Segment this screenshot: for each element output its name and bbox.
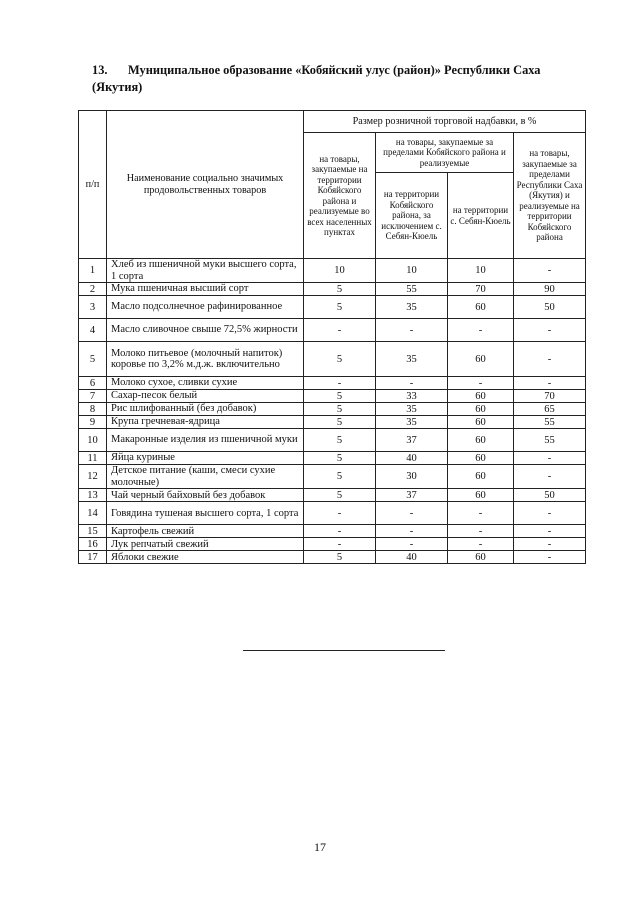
cell-district-except-village: 40 bbox=[376, 551, 448, 564]
cell-district-except-village: - bbox=[376, 377, 448, 390]
section-number: 13. bbox=[92, 63, 108, 77]
cell-product-name: Молоко сухое, сливки сухие bbox=[107, 377, 304, 390]
cell-number: 12 bbox=[79, 465, 107, 489]
cell-local-goods: 5 bbox=[304, 452, 376, 465]
cell-local-goods: 5 bbox=[304, 342, 376, 377]
header-village: на территории с. Себян-Кюель bbox=[448, 173, 514, 259]
cell-local-goods: - bbox=[304, 538, 376, 551]
cell-local-goods: - bbox=[304, 377, 376, 390]
table-row bbox=[79, 259, 586, 283]
table-row bbox=[79, 342, 586, 377]
cell-product-name: Яблоки свежие bbox=[107, 551, 304, 564]
cell-local-goods: 5 bbox=[304, 296, 376, 319]
cell-district-except-village: 35 bbox=[376, 342, 448, 377]
cell-outside-republic: 55 bbox=[514, 416, 586, 429]
cell-product-name: Чай черный байховый без добавок bbox=[107, 489, 304, 502]
cell-number: 16 bbox=[79, 538, 107, 551]
table-row bbox=[79, 465, 586, 489]
table-row bbox=[79, 390, 586, 403]
header-markup-group: Размер розничной торговой надбавки, в % bbox=[304, 111, 586, 133]
table-row bbox=[79, 538, 586, 551]
section-title: Муниципальное образование «Кобяйский улус (район)» Республики Саха (Якутия) bbox=[92, 63, 541, 94]
section-heading bbox=[92, 62, 562, 96]
cell-product-name: Яйца куриные bbox=[107, 452, 304, 465]
cell-district-except-village: 55 bbox=[376, 283, 448, 296]
cell-product-name: Крупа гречневая-ядрица bbox=[107, 416, 304, 429]
header-local-goods: на товары, закупаемые на территории Кобяйского района и реализуемые во всех населенных пунктах bbox=[304, 133, 376, 259]
cell-village: - bbox=[448, 319, 514, 342]
cell-number: 9 bbox=[79, 416, 107, 429]
cell-village: - bbox=[448, 525, 514, 538]
cell-product-name: Мука пшеничная высший сорт bbox=[107, 283, 304, 296]
cell-number: 3 bbox=[79, 296, 107, 319]
cell-district-except-village: 37 bbox=[376, 489, 448, 502]
cell-outside-republic: 55 bbox=[514, 429, 586, 452]
cell-village: 60 bbox=[448, 465, 514, 489]
cell-district-except-village: 37 bbox=[376, 429, 448, 452]
cell-local-goods: 10 bbox=[304, 259, 376, 283]
cell-district-except-village: 40 bbox=[376, 452, 448, 465]
cell-district-except-village: 35 bbox=[376, 296, 448, 319]
cell-outside-republic: 65 bbox=[514, 403, 586, 416]
table-row bbox=[79, 452, 586, 465]
cell-product-name: Говядина тушеная высшего сорта, 1 сорта bbox=[107, 502, 304, 525]
cell-product-name: Рис шлифованный (без добавок) bbox=[107, 403, 304, 416]
cell-number: 8 bbox=[79, 403, 107, 416]
cell-outside-republic: - bbox=[514, 259, 586, 283]
cell-outside-republic: 50 bbox=[514, 489, 586, 502]
header-outside-district-group: на товары, закупаемые за пределами Кобяйского района и реализуемые bbox=[376, 133, 514, 173]
table-row bbox=[79, 403, 586, 416]
markup-table bbox=[78, 110, 586, 564]
table-row bbox=[79, 416, 586, 429]
cell-local-goods: 5 bbox=[304, 429, 376, 452]
cell-district-except-village: 33 bbox=[376, 390, 448, 403]
cell-outside-republic: 90 bbox=[514, 283, 586, 296]
table-row bbox=[79, 429, 586, 452]
table-body bbox=[79, 259, 586, 564]
cell-product-name: Масло сливочное свыше 72,5% жирности bbox=[107, 319, 304, 342]
cell-district-except-village: 30 bbox=[376, 465, 448, 489]
cell-village: 60 bbox=[448, 296, 514, 319]
cell-outside-republic: 50 bbox=[514, 296, 586, 319]
cell-outside-republic: - bbox=[514, 525, 586, 538]
cell-product-name: Хлеб из пшеничной муки высшего сорта, 1 сорта bbox=[107, 259, 304, 283]
cell-product-name: Макаронные изделия из пшеничной муки bbox=[107, 429, 304, 452]
header-outside-republic: на товары, закупаемые за пределами Республики Саха (Якутия) и реализуемые на территории Кобяйского района bbox=[514, 133, 586, 259]
cell-village: 60 bbox=[448, 342, 514, 377]
cell-local-goods: 5 bbox=[304, 489, 376, 502]
table-row bbox=[79, 283, 586, 296]
cell-number: 17 bbox=[79, 551, 107, 564]
table-row bbox=[79, 296, 586, 319]
cell-village: 60 bbox=[448, 551, 514, 564]
cell-product-name: Детское питание (каши, смеси сухие молочные) bbox=[107, 465, 304, 489]
cell-village: 70 bbox=[448, 283, 514, 296]
cell-village: 60 bbox=[448, 489, 514, 502]
cell-product-name: Молоко питьевое (молочный напиток) коровье по 3,2% м.д.ж. включительно bbox=[107, 342, 304, 377]
table-row bbox=[79, 525, 586, 538]
cell-village: 10 bbox=[448, 259, 514, 283]
cell-number: 11 bbox=[79, 452, 107, 465]
cell-outside-republic: - bbox=[514, 538, 586, 551]
page-number: 17 bbox=[314, 840, 326, 854]
header-number: п/п bbox=[79, 111, 107, 259]
header-product-name: Наименование социально значимых продовольственных товаров bbox=[107, 111, 304, 259]
cell-local-goods: 5 bbox=[304, 416, 376, 429]
cell-outside-republic: - bbox=[514, 502, 586, 525]
cell-district-except-village: 35 bbox=[376, 416, 448, 429]
cell-district-except-village: 10 bbox=[376, 259, 448, 283]
cell-product-name: Масло подсолнечное рафинированное bbox=[107, 296, 304, 319]
cell-village: - bbox=[448, 502, 514, 525]
cell-local-goods: 5 bbox=[304, 465, 376, 489]
cell-number: 7 bbox=[79, 390, 107, 403]
separator-line bbox=[243, 650, 445, 651]
table-row bbox=[79, 319, 586, 342]
header-district-except-village: на территории Кобяйского района, за исключением с. Себян-Кюель bbox=[376, 173, 448, 259]
cell-outside-republic: - bbox=[514, 465, 586, 489]
cell-product-name: Сахар-песок белый bbox=[107, 390, 304, 403]
table-row bbox=[79, 489, 586, 502]
cell-outside-republic: 70 bbox=[514, 390, 586, 403]
cell-local-goods: 5 bbox=[304, 283, 376, 296]
cell-number: 13 bbox=[79, 489, 107, 502]
cell-local-goods: 5 bbox=[304, 390, 376, 403]
cell-local-goods: - bbox=[304, 319, 376, 342]
cell-number: 10 bbox=[79, 429, 107, 452]
cell-number: 2 bbox=[79, 283, 107, 296]
cell-village: - bbox=[448, 538, 514, 551]
cell-outside-republic: - bbox=[514, 551, 586, 564]
cell-village: 60 bbox=[448, 429, 514, 452]
cell-number: 15 bbox=[79, 525, 107, 538]
cell-village: 60 bbox=[448, 403, 514, 416]
table-row bbox=[79, 377, 586, 390]
cell-village: 60 bbox=[448, 390, 514, 403]
cell-number: 14 bbox=[79, 502, 107, 525]
cell-local-goods: 5 bbox=[304, 551, 376, 564]
cell-local-goods: - bbox=[304, 502, 376, 525]
cell-product-name: Картофель свежий bbox=[107, 525, 304, 538]
cell-district-except-village: - bbox=[376, 538, 448, 551]
cell-district-except-village: 35 bbox=[376, 403, 448, 416]
cell-district-except-village: - bbox=[376, 502, 448, 525]
cell-number: 6 bbox=[79, 377, 107, 390]
cell-number: 1 bbox=[79, 259, 107, 283]
cell-outside-republic: - bbox=[514, 342, 586, 377]
cell-district-except-village: - bbox=[376, 319, 448, 342]
cell-outside-republic: - bbox=[514, 319, 586, 342]
cell-village: 60 bbox=[448, 416, 514, 429]
cell-number: 4 bbox=[79, 319, 107, 342]
cell-outside-republic: - bbox=[514, 452, 586, 465]
cell-number: 5 bbox=[79, 342, 107, 377]
cell-village: 60 bbox=[448, 452, 514, 465]
cell-village: - bbox=[448, 377, 514, 390]
table-row bbox=[79, 551, 586, 564]
cell-outside-republic: - bbox=[514, 377, 586, 390]
cell-local-goods: - bbox=[304, 525, 376, 538]
cell-product-name: Лук репчатый свежий bbox=[107, 538, 304, 551]
cell-district-except-village: - bbox=[376, 525, 448, 538]
cell-local-goods: 5 bbox=[304, 403, 376, 416]
table-row bbox=[79, 502, 586, 525]
